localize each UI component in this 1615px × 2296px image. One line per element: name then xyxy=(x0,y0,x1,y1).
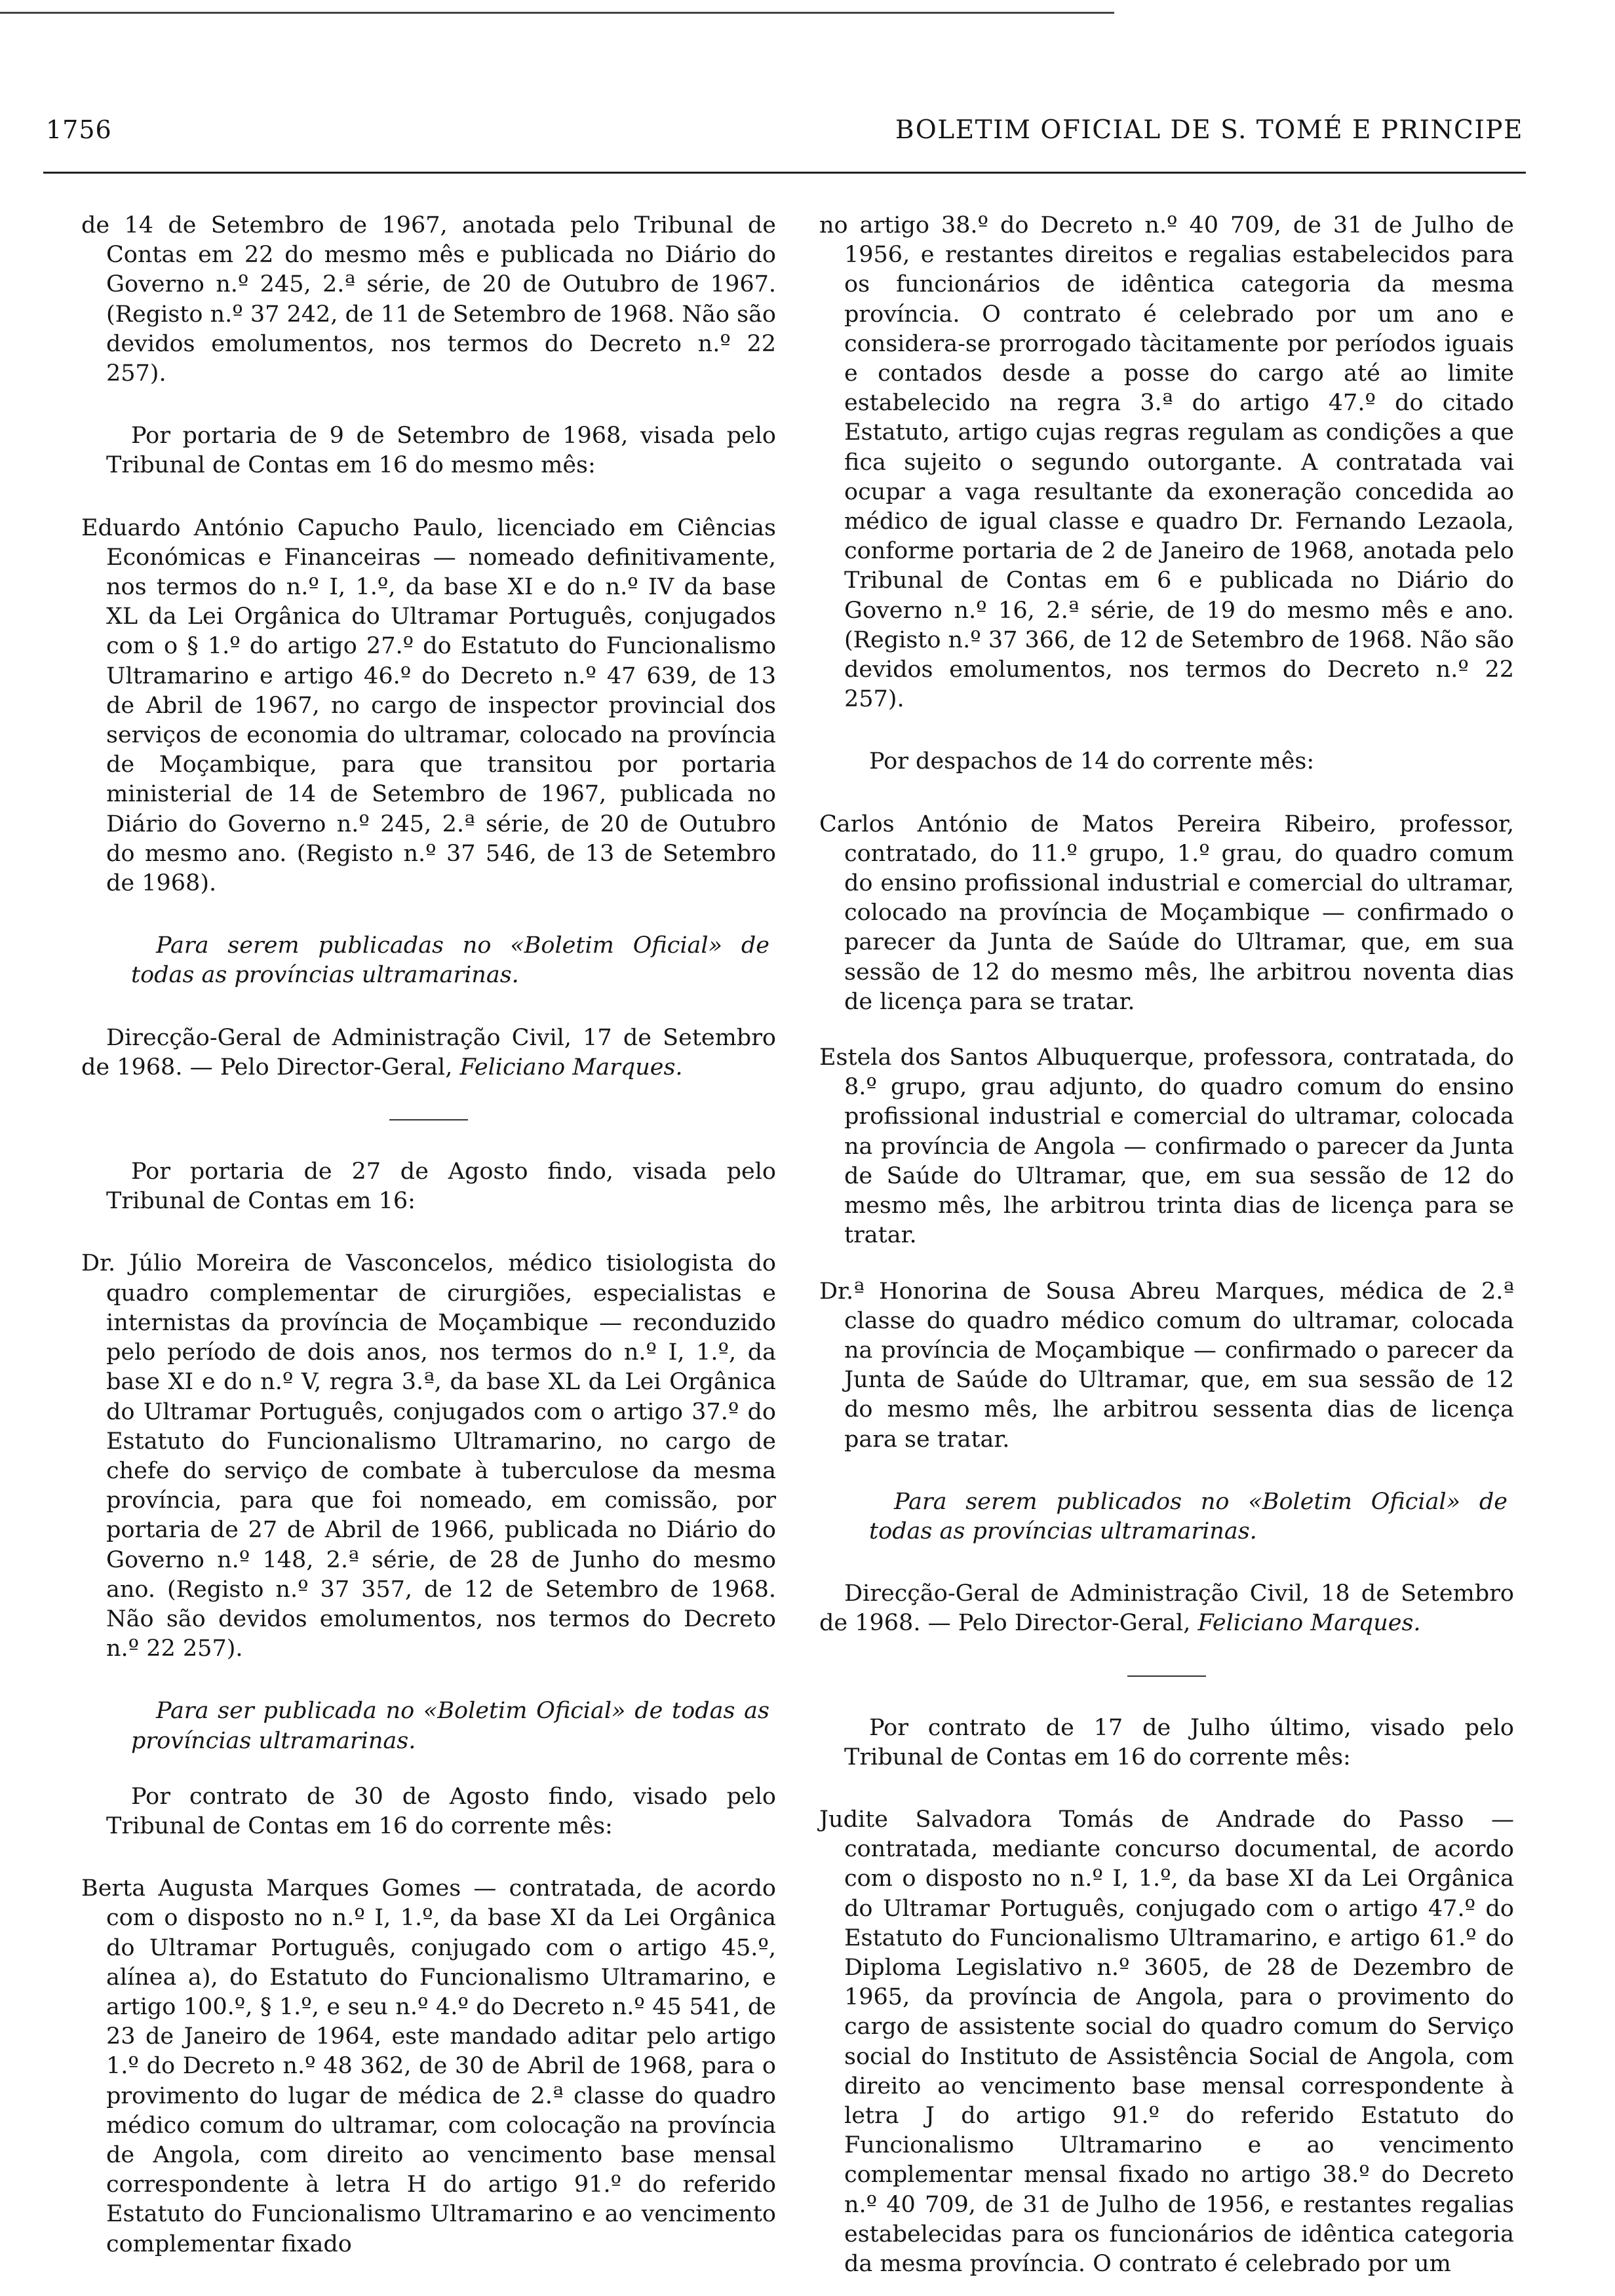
licence-marques: Dr.ª Honorina de Sousa Abreu Marques, médica de 2.ª classe do quadro médico comum do ultramar, colocada na província de Moçambique — confirmado o parecer da Junta de Saúde do Ultramar, que, em sua sessão de 12 do mesmo mês, lhe arbitrou sessenta dias de licença para se tratar. xyxy=(819,1278,1514,1453)
left-continuation-paragraph: de 14 de Setembro de 1967, anotada pelo Tribunal de Contas em 22 do mesmo mês e publicada no Diário do Governo n.º 245, 2.ª série, de 20 de Outubro de 1967. (Registo n.º 37 242, de 11 de Setembro de 1968. Não são devidos emolumentos, nos termos do Decreto n.º 22 257). xyxy=(81,212,776,387)
appointment-paulo: Eduardo António Capucho Paulo, licenciado em Ciências Económicas e Financeiras — nomeado definitivamente, nos termos do n.º I, 1.º, da base XI e do n.º IV da base XL da Lei Orgânica do Ultramar Português, conjugados com o § 1.º do artigo 27.º do Estatuto do Funcionalismo Ultramarino e artigo 46.º do Decreto n.º 47 639, de 13 de Abril de 1967, no cargo de inspector provincial dos serviços de economia do ultramar, colocado na província de Moçambique, para que transitou por portaria ministerial de 14 de Setembro de 1967, publicada no Diário do Governo n.º 245, 2.ª série, de 20 de Outubro do mesmo ano. (Registo n.º 37 546, de 13 de Setembro de 1968). xyxy=(81,514,776,897)
page-number: 1756 xyxy=(46,115,112,144)
contract-gomes: Berta Augusta Marques Gomes — contratada, de acordo com o disposto no n.º I, 1.º, da base XI da Lei Orgânica do Ultramar Português, conjugado com o artigo 45.º, alínea a), do Estatuto do Funcionalismo Ultramarino, e artigo 100.º, § 1.º, e seu n.º 4.º do Decreto n.º 45 541, de 23 de Janeiro de 1964, este mandado aditar pelo artigo 1.º do Decreto n.º 48 362, de 30 de Abril de 1968, para o provimento do lugar de médica de 2.ª classe do quadro médico comum do ultramar, com colocação na província de Angola, com direito ao vencimento base mensal correspondente à letra H do artigo 91.º do referido Estatuto do Funcionalismo Ultramarino e ao vencimento complementar fixado xyxy=(81,1875,776,2257)
signature-block-1 xyxy=(81,1024,776,1082)
signatory-name: Feliciano Marques. xyxy=(1197,1610,1421,1637)
publication-note-1: Para serem publicadas no «Boletim Oficial» de todas as províncias ultramarinas. xyxy=(131,932,769,989)
signatory-name: Feliciano Marques. xyxy=(459,1054,683,1081)
right-continuation-paragraph: no artigo 38.º do Decreto n.º 40 709, de 31 de Julho de 1956, e restantes direitos e regalias estabelecidos para os funcionários de idêntica categoria da mesma província. O contrato é celebrado por um ano e considera-se prorrogado tàcitamente por períodos iguais e contados desde a posse do cargo até ao limite estabelecido na regra 3.ª do artigo 47.º do citado Estatuto, artigo cujas regras regulam as condições a que fica sujeito o segundo outorgante. A contratada vai ocupar a vaga resultante da exoneração concedida ao médico de igual classe e quadro Dr. Fernando Lezaola, conforme portaria de 2 de Janeiro de 1968, anotada pelo Tribunal de Contas em 6 e publicada no Diário do Governo n.º 16, 2.ª série, de 19 do mesmo mês e ano. (Registo n.º 37 366, de 12 de Setembro de 1968. Não são devidos emolumentos, nos termos do Decreto n.º 22 257). xyxy=(819,212,1514,713)
publication-note-2: Para ser publicada no «Boletim Oficial» de todas as províncias ultramarinas. xyxy=(131,1698,769,1754)
contract-intro-2: Por contrato de 17 de Julho último, visado pelo Tribunal de Contas em 16 do corrente mês: xyxy=(844,1714,1514,1770)
signature-text: Direcção-Geral de Administração Civil, 17 de Setembro de 1968. — Pelo Director-Geral, xyxy=(81,1024,776,1081)
scan-top-rule xyxy=(0,12,1114,14)
page-title: BOLETIM OFICIAL DE S. TOMÉ E PRINCIPE xyxy=(895,115,1523,145)
portaria-intro-1: Por portaria de 9 de Setembro de 1968, visada pelo Tribunal de Contas em 16 do mesmo mês: xyxy=(106,423,776,479)
portaria-intro-2: Por portaria de 27 de Agosto findo, visada pelo Tribunal de Contas em 16: xyxy=(106,1158,776,1215)
right-column xyxy=(819,211,1514,2279)
contract-passo: Judite Salvadora Tomás de Andrade do Passo — contratada, mediante concurso documental, de acordo com o disposto no n.º I, 1.º, da base XI da Lei Orgânica do Ultramar Português, conjugado com o artigo 47.º do Estatuto do Funcionalismo Ultramarino, e artigo 61.º do Diploma Legislativo n.º 3605, de 28 de Dezembro de 1965, da província de Angola, para o provimento do cargo de assistente social do quadro comum do Serviço social do Instituto de Assistência Social de Angola, com direito ao vencimento base mensal correspondente à letra J do artigo 91.º do referido Estatuto do Funcionalismo Ultramarino e ao vencimento complementar mensal fixado no artigo 38.º do Decreto n.º 40 709, de 31 de Julho de 1956, e restantes regalias estabelecidas para os funcionários de idêntica categoria da mesma província. O contrato é celebrado por um xyxy=(819,1806,1514,2277)
licence-albuquerque: Estela dos Santos Albuquerque, professora, contratada, do 8.º grupo, grau adjunto, do quadro comum do ensino profissional industrial e comercial do ultramar, colocada na província de Angola — confirmado o parecer da Junta de Saúde do Ultramar, que, em sua sessão de 12 do mesmo mês, lhe arbitrou trinta dias de licença para se tratar. xyxy=(819,1044,1514,1249)
publication-note-3: Para serem publicados no «Boletim Oficial» de todas as províncias ultramarinas. xyxy=(869,1488,1508,1544)
contract-intro-1: Por contrato de 30 de Agosto findo, visado pelo Tribunal de Contas em 16 do corrente mês: xyxy=(106,1783,776,1839)
left-column xyxy=(81,211,776,2259)
signature-text: Direcção-Geral de Administração Civil, 18 de Setembro de 1968. — Pelo Director-Geral, xyxy=(819,1580,1514,1637)
appointment-vasconcelos: Dr. Júlio Moreira de Vasconcelos, médico tisiologista do quadro complementar de cirurgiões, especialistas e internistas da província de Moçambique — reconduzido pelo período de dois anos, nos termos do n.º I, 1.º, da base XI e do n.º V, regra 3.ª, da base XL da Lei Orgânica do Ultramar Português, conjugados com o artigo 37.º do Estatuto do Funcionalismo Ultramarino, no cargo de chefe do serviço de combate à tuberculose da mesma província, para que foi nomeado, em comissão, por portaria de 27 de Abril de 1966, publicada no Diário do Governo n.º 148, 2.ª série, de 28 de Junho do mesmo ano. (Registo n.º 37 357, de 12 de Setembro de 1968. Não são devidos emolumentos, nos termos do Decreto n.º 22 257). xyxy=(81,1250,776,1662)
signature-block-2 xyxy=(819,1579,1514,1638)
despachos-intro: Por despachos de 14 do corrente mês: xyxy=(869,748,1315,775)
header-rule xyxy=(43,172,1526,174)
licence-ribeiro: Carlos António de Matos Pereira Ribeiro, professor, contratado, do 11.º grupo, 1.º grau, do quadro comum do ensino profissional industrial e comercial do ultramar, colocado na província de Moçambique — confirmado o parecer da Junta de Saúde do Ultramar, que, em sua sessão de 12 do mesmo mês, lhe arbitrou noventa dias de licença para se tratar. xyxy=(819,811,1514,1015)
